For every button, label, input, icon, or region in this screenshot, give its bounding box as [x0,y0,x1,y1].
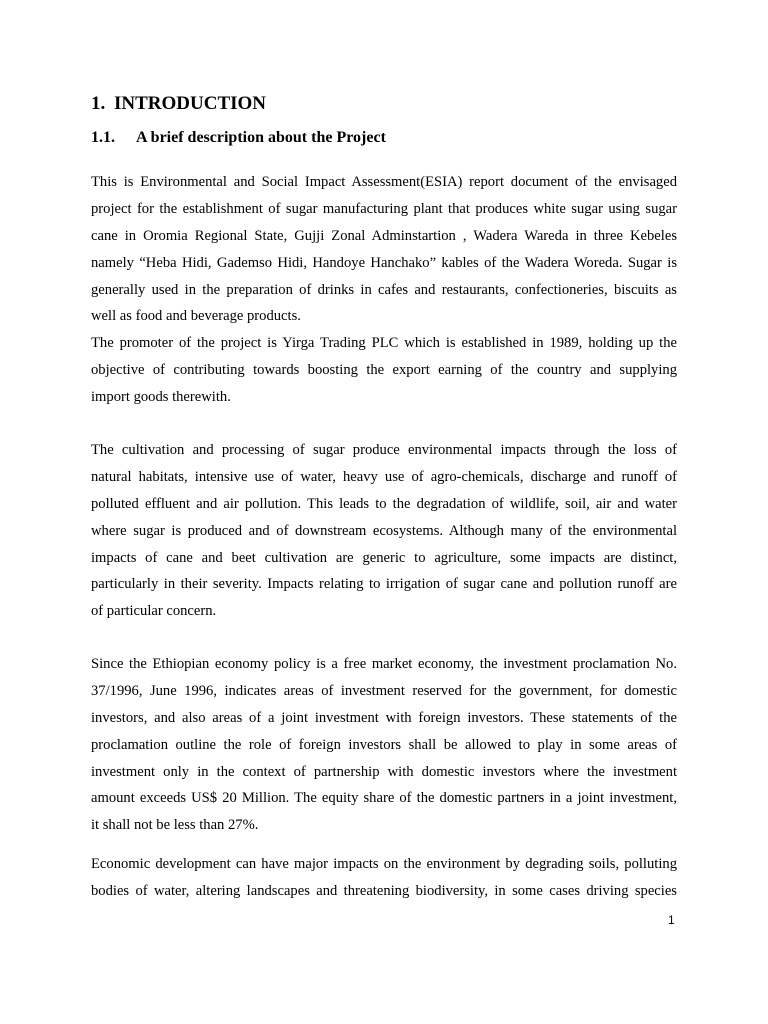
text-line: investment only in the context of partnership with domestic investors where the investment [91,763,677,780]
subsection-number: 1.1. [91,129,115,146]
text-line: generally used in the preparation of drinks in cafes and restaurants, confectioneries, biscuits as [91,281,677,298]
text-line: This is Environmental and Social Impact Assessment(ESIA) report document of the envisaged [91,174,677,190]
text-line: namely “Heba Hidi, Gademso Hidi, Handoye Hanchako” kables of the Wadera Woreda. Sugar is [91,254,677,271]
text-line: amount exceeds US$ 20 Million. The equity share of the domestic partners in a joint investment, [91,790,677,807]
text-line: import goods therewith. [91,388,231,405]
text-line: proclamation outline the role of foreign investors shall be allowed to play in some areas of [91,736,677,753]
text-line: where sugar is produced and of downstream ecosystems. Although many of the environmental [91,522,677,539]
section-heading [91,93,266,115]
paragraph-investment-policy [91,651,677,839]
text-line: The cultivation and processing of sugar produce environmental impacts through the loss of [91,442,677,458]
text-line: Since the Ethiopian economy policy is a free market economy, the investment proclamation No. [91,656,677,672]
section-number: 1. [91,93,106,114]
text-line: bodies of water, altering landscapes and threatening biodiversity, in some cases driving species [91,882,677,899]
text-line: The promoter of the project is Yirga Trading PLC which is established in 1989, holding up the [91,335,677,351]
paragraph-esia-intro [91,169,677,330]
text-line: investors, and also areas of a joint investment with foreign investors. These statements of the [91,709,677,726]
text-line: 37/1996, June 1996, indicates areas of investment reserved for the government, for domestic [91,682,677,699]
paragraph-economic-development [91,851,677,905]
paragraph-environmental-impacts [91,437,677,625]
section-title: INTRODUCTION [114,93,267,114]
text-line: polluted effluent and air pollution. This leads to the degradation of wildlife, soil, air and water [91,495,677,512]
text-line: it shall not be less than 27%. [91,817,259,834]
page-number: 1 [668,913,675,927]
text-line: particularly in their severity. Impacts relating to irrigation of sugar cane and pollution runoff are [91,576,677,593]
text-line: natural habitats, intensive use of water, heavy use of agro-chemicals, discharge and runoff of [91,468,677,485]
text-line: cane in Oromia Regional State, Gujji Zonal Adminstartion , Wadera Wareda in three Kebeles [91,227,677,244]
text-line: well as food and beverage products. [91,308,301,325]
text-line: project for the establishment of sugar manufacturing plant that produces white sugar using sugar [91,200,677,217]
text-line: Economic development can have major impacts on the environment by degrading soils, polluting [91,856,677,872]
text-line: impacts of cane and beet cultivation are generic to agriculture, some impacts are distinct, [91,549,677,566]
text-line: objective of contributing towards boosting the export earning of the country and supplying [91,361,677,378]
subsection-heading [91,129,386,147]
paragraph-promoter [91,330,677,411]
text-line: of particular concern. [91,603,217,620]
subsection-title: A brief description about the Project [136,129,386,146]
